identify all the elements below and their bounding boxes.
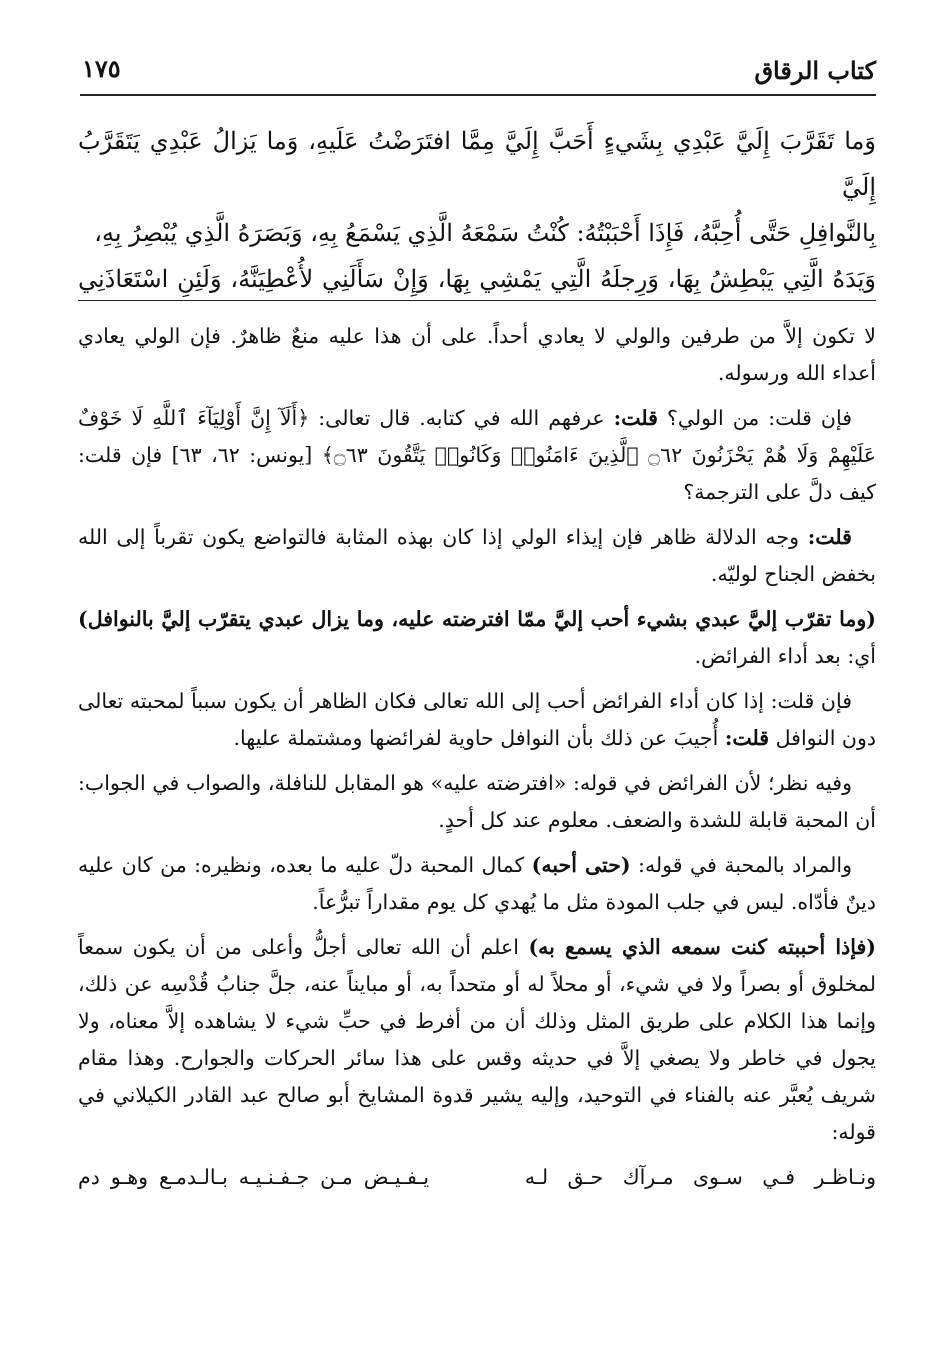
explanation-text: أي: بعد أداء الفرائض. <box>694 644 876 668</box>
answer-marker: قلت: <box>724 726 770 750</box>
poem-second-hemistich: يـفـيـض مـن جـفـنـيـه بـالـدمـع وهـو دم <box>78 1165 430 1189</box>
hadith-line: وَما تَقَرَّبَ إِلَيَّ عَبْدِي بِشَيءٍ أَحَبَّ إِلَيَّ مِمَّا افتَرَضْتُ عَلَيهِ، وَما يَزالُ عَبْدِي يَتَقَرَّبُ إِلَيَّ <box>78 127 876 201</box>
running-title: كتاب الرقاق <box>754 56 876 85</box>
question-text: فإن قلت: من الولي؟ <box>666 406 852 430</box>
answer-marker: قلت: <box>613 406 658 430</box>
explanation-text: اعلم أن الله تعالى أجلُّ وأعلى من أن يكون سمعاً لمخلوق أو بصراً ولا في شيء، أو محلاً له أو متحداً به، أو مبايناً عنه، جلَّ جنابُ قُدْسِه عن ذلك، وإنما هذا الكلام على طريق المثل وذلك أن من أفرط في حبِّ شيء لا يشاهده إلاَّ معناه، ولا يجول في خاطر ولا يصغي إلاَّ في حديثه وقس على هذا سائر الحركات والجوارح. وهذا مقام شريف يُعبَّر عنه بالفناء في التوحيد، وإليه يشير قدوة المشايخ أبو صالح عبد القادر الكيلاني في قوله: <box>78 935 876 1144</box>
hadith-text <box>78 118 876 302</box>
commentary-paragraph <box>78 683 876 757</box>
commentary-paragraph <box>78 929 876 1151</box>
commentary-paragraph: لا تكون إلاَّ من طرفين والولي لا يعادي أحداً. على أن هذا عليه منعٌ ظاهرٌ. فإن الولي يعادي أعداء الله ورسوله. <box>78 324 876 385</box>
commentary <box>78 318 876 1196</box>
hadith-quote: (حتى أحبه) <box>531 853 631 877</box>
answer-text: وجه الدلالة ظاهر فإن إيذاء الولي إذا كان بهذه المثابة فالتواضع يكون تقرباً إلى الله بخفض الجناح لوليّه. <box>78 525 876 586</box>
commentary-paragraph <box>78 400 876 511</box>
explanation-text: والمراد بالمحبة في قوله: <box>638 853 852 877</box>
hadith-quote: (فإذا أحببته كنت سمعه الذي يسمع به) <box>528 935 876 959</box>
hadith-quote: (وما تقرّب إليَّ عبدي بشيء أحب إليَّ ممّا افترضته عليه، وما يزال عبدي يتقرّب إليَّ بالنوافل) <box>78 607 876 631</box>
footnote-divider <box>78 300 876 301</box>
commentary-paragraph: وفيه نظر؛ لأن الفرائض في قوله: «افترضته عليه» هو المقابل للنافلة، والصواب في الجواب: أن المحبة قابلة للشدة والضعف. معلوم عند كل أحدٍ. <box>78 771 876 832</box>
hadith-line: بِالنَّوافِلِ حَتَّى أُحِبَّهُ، فَإِذَا أَحْبَبْتُهُ: كُنْتُ سَمْعَهُ الَّذِي يَسْمَعُ بِهِ، وَبَصَرَهُ الَّذِي يُبْصِرُ بِهِ، <box>94 219 876 247</box>
poem-first-hemistich: ونـاظـر فـي سـوى مـرآك حـق لـه <box>524 1165 876 1189</box>
commentary-paragraph <box>78 847 876 921</box>
hadith-line: وَيَدَهُ الَّتِي يَبْطِشُ بِهَا، وَرِجلَهُ الَّتِي يَمْشِي بِهَا، وَإِنْ سَأَلَنِي لأُعْطِيَنَّهُ، وَلَئِنِ اسْتَعَاذَنِي <box>78 265 876 293</box>
commentary-paragraph <box>78 519 876 593</box>
answer-text: أُجيبَ عن ذلك بأن النوافل حاوية لفرائضها ومشتملة عليها. <box>233 726 719 750</box>
page-header <box>80 50 876 96</box>
poem-verse <box>78 1159 876 1196</box>
commentary-paragraph <box>78 601 876 675</box>
explanation-text: كمال المحبة دلّ عليه ما بعده، ونظيره: من كان عليه دينٌ فأدّاه. ليس في جلب المودة مثل ما يُهدي كل يوم مقداراً تبرُّعاً. <box>78 853 876 914</box>
answer-marker: قلت: <box>807 525 852 549</box>
page-number: ١٧٥ <box>82 54 121 83</box>
question-text: فإن قلت: إذا كان أداء الفرائض أحب إلى الله تعالى فكان الظاهر أن يكون سبباً لمحبته تعالى دون النوافل <box>78 689 876 750</box>
quran-citation: عرفهم الله في كتابه. قال تعالى: ﴿أَلَآ إِنَّ أَوْلِيَآءَ ٱللَّهِ لَا خَوْفٌ عَلَيْهِمْ وَلَا هُمْ يَحْزَنُونَ ۝٦٢ ٱلَّذِينَ ءَامَنُوا۟ وَكَانُوا۟ يَتَّقُونَ ۝٦٣﴾ [يونس: ٦٢، ٦٣] فإن قلت: كيف دلَّ على الترجمة؟ <box>78 406 877 504</box>
